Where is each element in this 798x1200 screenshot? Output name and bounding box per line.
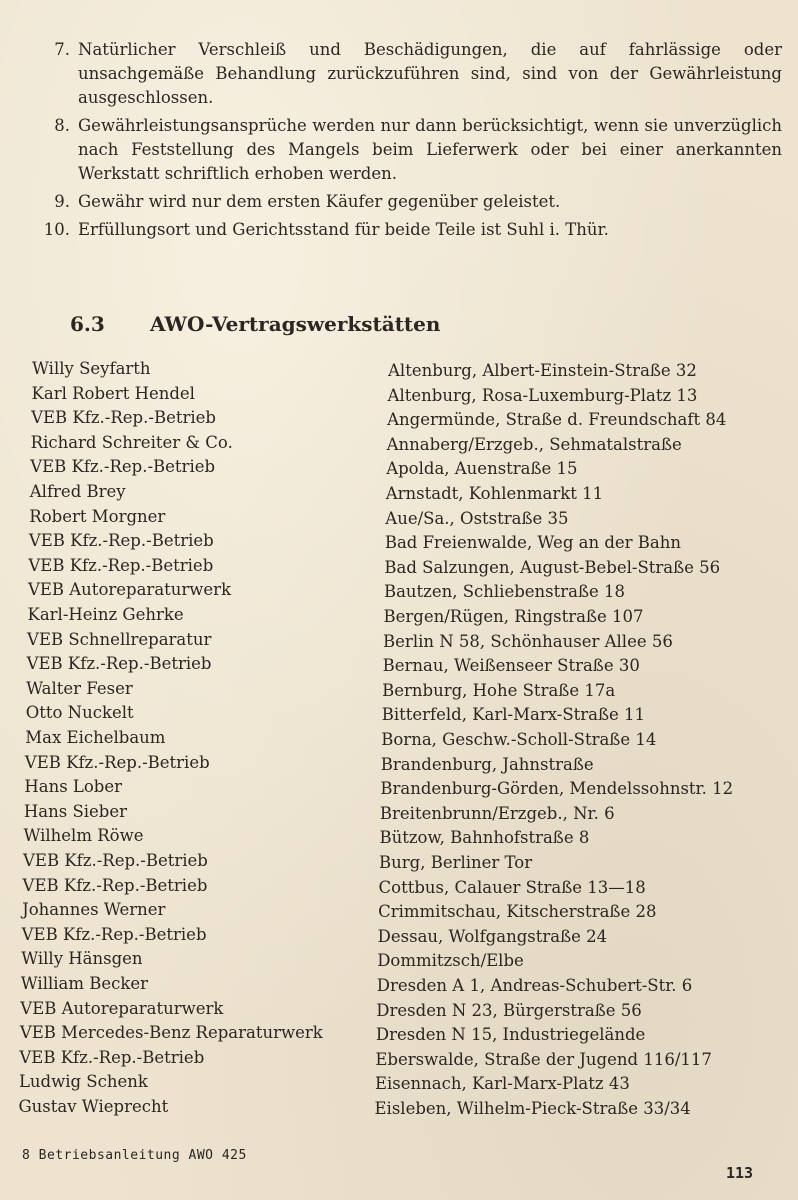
workshop-address: Bergen/Rügen, Ringstraße 107 <box>383 607 644 626</box>
workshop-name: VEB Autoreparaturwerk <box>27 580 232 600</box>
workshop-name: Gustav Wieprecht <box>18 1097 169 1116</box>
workshop-name: William Becker <box>20 974 149 993</box>
workshop-address: Crimmitschau, Kitscherstraße 28 <box>378 902 657 922</box>
workshop-address: Eisennach, Karl-Marx-Platz 43 <box>374 1074 630 1094</box>
workshop-name: VEB Kfz.-Rep.-Betrieb <box>21 924 207 944</box>
workshop-address: Bautzen, Schliebenstraße 18 <box>383 582 626 602</box>
workshop-address: Eisleben, Wilhelm-Pieck-Straße 33/34 <box>374 1099 691 1118</box>
workshop-address: Berlin N 58, Schönhauser Allee 56 <box>383 631 673 651</box>
workshop-address: Altenburg, Albert-Einstein-Straße 32 <box>388 361 697 380</box>
workshop-name: Karl-Heinz Gehrke <box>27 605 184 624</box>
workshop-name: Hans Lober <box>24 777 123 797</box>
workshop-address: Cottbus, Calauer Straße 13—18 <box>378 877 646 897</box>
workshop-address: Eberswalde, Straße der Jugend 116/117 <box>375 1049 712 1069</box>
rule-text: Gewährleistungsansprüche werden nur dann berücksichtigt, wenn sie unverzüglich nach Feststellung des Mangels beim Lieferwerk oder bei einer anerkannten Werkstatt schriftlich erhoben werden. <box>78 116 782 183</box>
workshop-address: Bad Salzungen, August-Bebel-Straße 56 <box>384 557 721 577</box>
workshop-address: Burg, Berliner Tor <box>379 853 533 872</box>
workshop-name: Ludwig Schenk <box>18 1072 148 1092</box>
workshop-address: Aue/Sa., Oststraße 35 <box>385 508 569 528</box>
workshop-address: Breitenbrunn/Erzgeb., Nr. 6 <box>379 803 615 823</box>
rule-item <box>42 38 782 110</box>
workshop-name: VEB Kfz.-Rep.-Betrieb <box>28 555 214 575</box>
workshop-name: VEB Kfz.-Rep.-Betrieb <box>22 875 208 895</box>
rule-number: 10. <box>43 220 70 239</box>
workshop-address: Dessau, Wolfgangstraße 24 <box>377 926 608 946</box>
workshop-name: Alfred Brey <box>29 482 126 501</box>
workshop-address: Apolda, Auenstraße 15 <box>386 459 578 479</box>
section-number: 6.3 <box>70 312 105 336</box>
workshop-address: Dommitzsch/Elbe <box>377 951 524 971</box>
warranty-rules <box>42 38 782 246</box>
workshop-address: Bützow, Bahnhofstraße 8 <box>379 828 590 848</box>
workshop-name: Wilhelm Röwe <box>23 826 144 846</box>
workshop-name: Otto Nuckelt <box>25 703 134 723</box>
rule-item <box>42 218 782 242</box>
workshop-address: Angermünde, Straße d. Freundschaft 84 <box>387 410 727 430</box>
section-heading <box>70 312 440 336</box>
workshop-name: VEB Kfz.-Rep.-Betrieb <box>23 851 208 870</box>
rule-item <box>42 114 782 186</box>
workshop-name: Johannes Werner <box>22 900 166 920</box>
workshop-name: Karl Robert Hendel <box>31 383 195 403</box>
workshop-address: Dresden A 1, Andreas-Schubert-Str. 6 <box>376 976 693 995</box>
rule-item <box>42 190 782 214</box>
rule-text: Gewähr wird nur dem ersten Käufer gegenüber geleistet. <box>78 192 561 211</box>
workshop-name: VEB Kfz.-Rep.-Betrieb <box>19 1047 205 1067</box>
workshop-name: VEB Kfz.-Rep.-Betrieb <box>31 408 216 428</box>
workshop-name: VEB Autoreparaturwerk <box>20 998 224 1018</box>
page-number: 113 <box>726 1164 754 1182</box>
rule-number: 9. <box>54 192 70 211</box>
workshop-name: Richard Schreiter & Co. <box>30 432 233 452</box>
workshop-address: Borna, Geschw.-Scholl-Straße 14 <box>381 730 657 749</box>
workshop-address: Bad Freienwalde, Weg an der Bahn <box>384 533 682 553</box>
workshop-name: VEB Kfz.-Rep.-Betrieb <box>26 654 212 674</box>
workshop-name: Walter Feser <box>26 678 133 698</box>
workshop-name: Max Eichelbaum <box>25 728 166 747</box>
workshop-name: Willy Hänsgen <box>21 949 143 969</box>
rule-number: 7. <box>54 40 70 59</box>
rule-text: Natürlicher Verschleiß und Beschädigungen, die auf fahrlässige oder unsachgemäße Behandlung zurückzuführen sind, sind von der Gewährleistung ausgeschlossen. <box>78 40 782 107</box>
workshop-name: VEB Schnellreparatur <box>27 629 212 649</box>
workshop-name: Robert Morgner <box>29 506 166 526</box>
workshop-name: Hans Sieber <box>23 801 128 821</box>
workshop-name: VEB Kfz.-Rep.-Betrieb <box>28 531 214 551</box>
workshop-address: Arnstadt, Kohlenmarkt 11 <box>385 484 604 503</box>
workshop-address: Dresden N 23, Bürgerstraße 56 <box>376 1000 642 1020</box>
workshop-address: Bernau, Weißenseer Straße 30 <box>382 656 640 676</box>
rule-number: 8. <box>54 116 70 135</box>
section-title: AWO-Vertragswerkstätten <box>150 312 441 336</box>
workshop-name: VEB Mercedes-Benz Reparaturwerk <box>19 1023 323 1043</box>
workshop-address: Bitterfeld, Karl-Marx-Straße 11 <box>381 705 646 725</box>
workshop-address: Brandenburg, Jahnstraße <box>380 754 594 774</box>
workshop-name: VEB Kfz.-Rep.-Betrieb <box>30 457 216 477</box>
workshop-address: Bernburg, Hohe Straße 17a <box>382 680 616 700</box>
workshop-name: VEB Kfz.-Rep.-Betrieb <box>24 752 210 772</box>
workshop-address: Annaberg/Erzgeb., Sehmatalstraße <box>386 434 682 454</box>
footer-reference: 8 Betriebsanleitung AWO 425 <box>22 1148 247 1163</box>
workshop-address: Altenburg, Rosa-Luxemburg-Platz 13 <box>387 385 698 405</box>
workshop-name: Willy Seyfarth <box>32 359 151 378</box>
workshop-address: Dresden N 15, Industriegelände <box>375 1025 646 1045</box>
workshop-address: Brandenburg-Görden, Mendelssohnstr. 12 <box>380 779 734 799</box>
rule-text: Erfüllungsort und Gerichtsstand für beide Teile ist Suhl i. Thür. <box>78 220 609 239</box>
